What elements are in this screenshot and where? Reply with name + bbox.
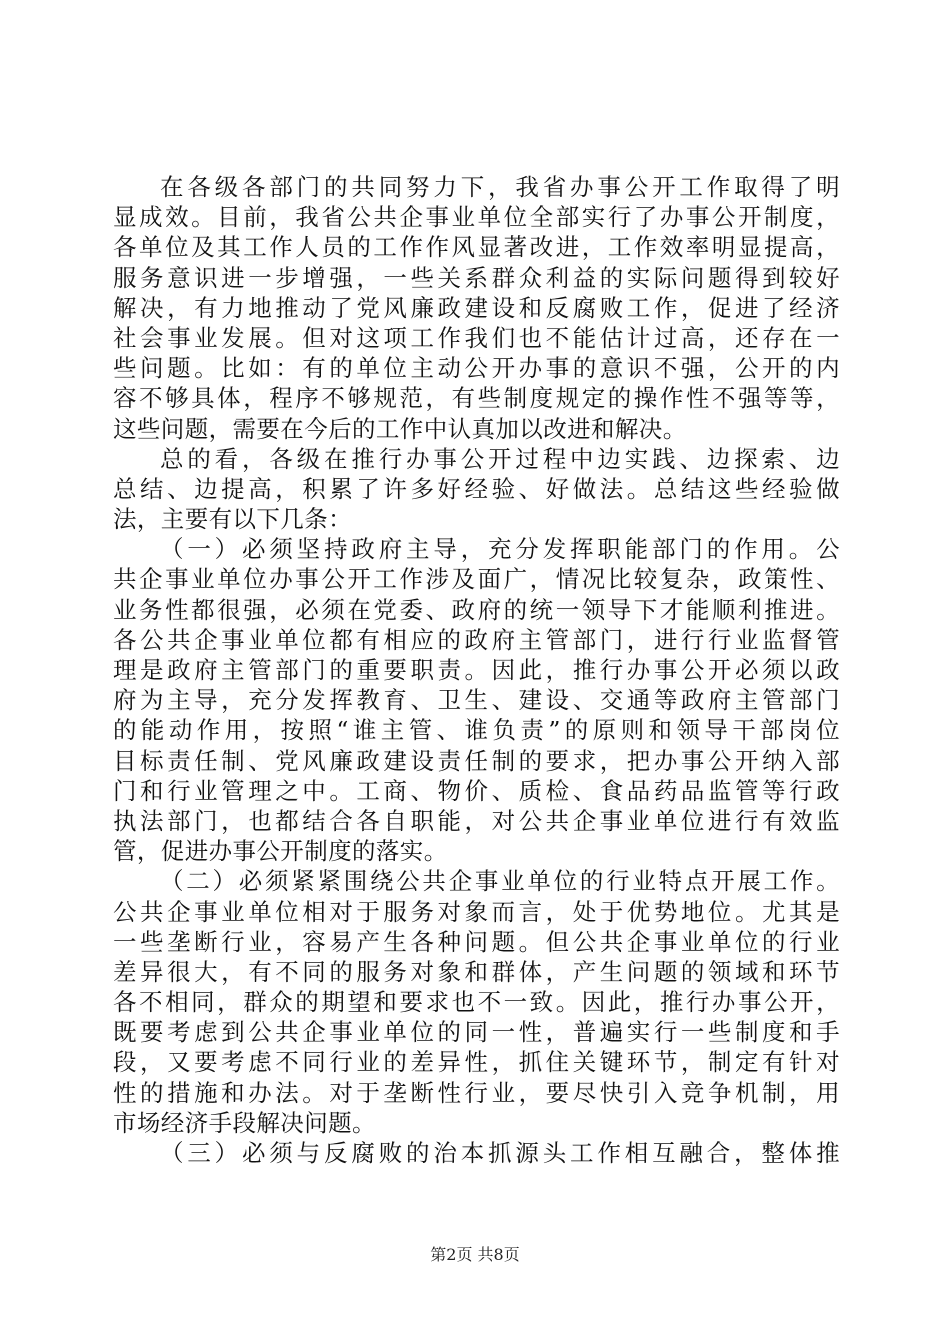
text-line: 一些垄断行业，容易产生各种问题。但公共企事业单位的行业 — [113, 927, 840, 956]
text-line: 法，主要有以下几条： — [113, 505, 352, 534]
text-line: （三）必须与反腐败的治本抓源头工作相互融合，整体推 — [160, 1139, 840, 1167]
text-line: 性的措施和办法。对于垄断性行业，要尽快引入竞争机制，用 — [113, 1078, 840, 1107]
text-line: 各公共企事业单位都有相应的政府主管部门，进行行业监督管 — [113, 625, 840, 654]
text-line: 执法部门，也都结合各自职能，对公共企事业单位进行有效监 — [113, 806, 840, 835]
text-line: 管，促进办事公开制度的落实。 — [113, 837, 448, 866]
text-line: 公共企事业单位相对于服务对象而言，处于优势地位。尤其是 — [113, 897, 840, 926]
document-body — [113, 172, 840, 1168]
text-line: 理是政府主管部门的重要职责。因此，推行办事公开必须以政 — [113, 656, 840, 684]
text-line: 共企事业单位办事公开工作涉及面广，情况比较复杂，政策性、 — [113, 565, 840, 594]
text-line: 这些问题，需要在今后的工作中认真加以改进和解决。 — [113, 414, 687, 443]
text-line: 容不够具体，程序不够规范，有些制度规定的操作性不强等等， — [113, 384, 840, 413]
text-line: 些问题。比如：有的单位主动公开办事的意识不强，公开的内 — [113, 354, 840, 383]
text-line: （一）必须坚持政府主导，充分发挥职能部门的作用。公 — [160, 535, 840, 564]
text-line: （二）必须紧紧围绕公共企事业单位的行业特点开展工作。 — [160, 867, 840, 896]
text-line: 市场经济手段解决问题。 — [113, 1108, 376, 1137]
text-line: 总的看，各级在推行办事公开过程中边实践、边探索、边 — [160, 444, 840, 473]
text-line: 门和行业管理之中。工商、物价、质检、食品药品监管等行政 — [113, 776, 840, 805]
text-line: 的能动作用，按照“谁主管、谁负责”的原则和领导干部岗位 — [113, 716, 840, 745]
text-line: 目标责任制、党风廉政建设责任制的要求，把办事公开纳入部 — [113, 746, 840, 775]
text-line: 既要考虑到公共企事业单位的同一性，普遍实行一些制度和手 — [113, 1018, 840, 1047]
text-line: 差异很大，有不同的服务对象和群体，产生问题的领域和环节 — [113, 957, 840, 986]
text-line: 业务性都很强，必须在党委、政府的统一领导下才能顺利推进。 — [113, 595, 840, 624]
text-line: 服务意识进一步增强，一些关系群众利益的实际问题得到较好 — [113, 263, 840, 292]
text-line: 各单位及其工作人员的工作作风显著改进，工作效率明显提高， — [113, 233, 840, 262]
text-line: 段，又要考虑不同行业的差异性，抓住关键环节，制定有针对 — [113, 1048, 840, 1077]
text-line: 显成效。目前，我省公共企事业单位全部实行了办事公开制度， — [113, 203, 840, 232]
text-line: 总结、边提高，积累了许多好经验、好做法。总结这些经验做 — [113, 474, 840, 503]
text-line: 解决，有力地推动了党风廉政建设和反腐败工作，促进了经济 — [113, 293, 840, 322]
text-line: 各不相同，群众的期望和要求也不一致。因此，推行办事公开， — [113, 988, 840, 1017]
text-line: 府为主导，充分发挥教育、卫生、建设、交通等政府主管部门 — [113, 686, 840, 715]
text-line: 社会事业发展。但对这项工作我们也不能估计过高，还存在一 — [113, 323, 840, 352]
page-number-footer: 第2页 共8页 — [430, 1245, 520, 1264]
text-line: 在各级各部门的共同努力下，我省办事公开工作取得了明 — [160, 173, 840, 201]
